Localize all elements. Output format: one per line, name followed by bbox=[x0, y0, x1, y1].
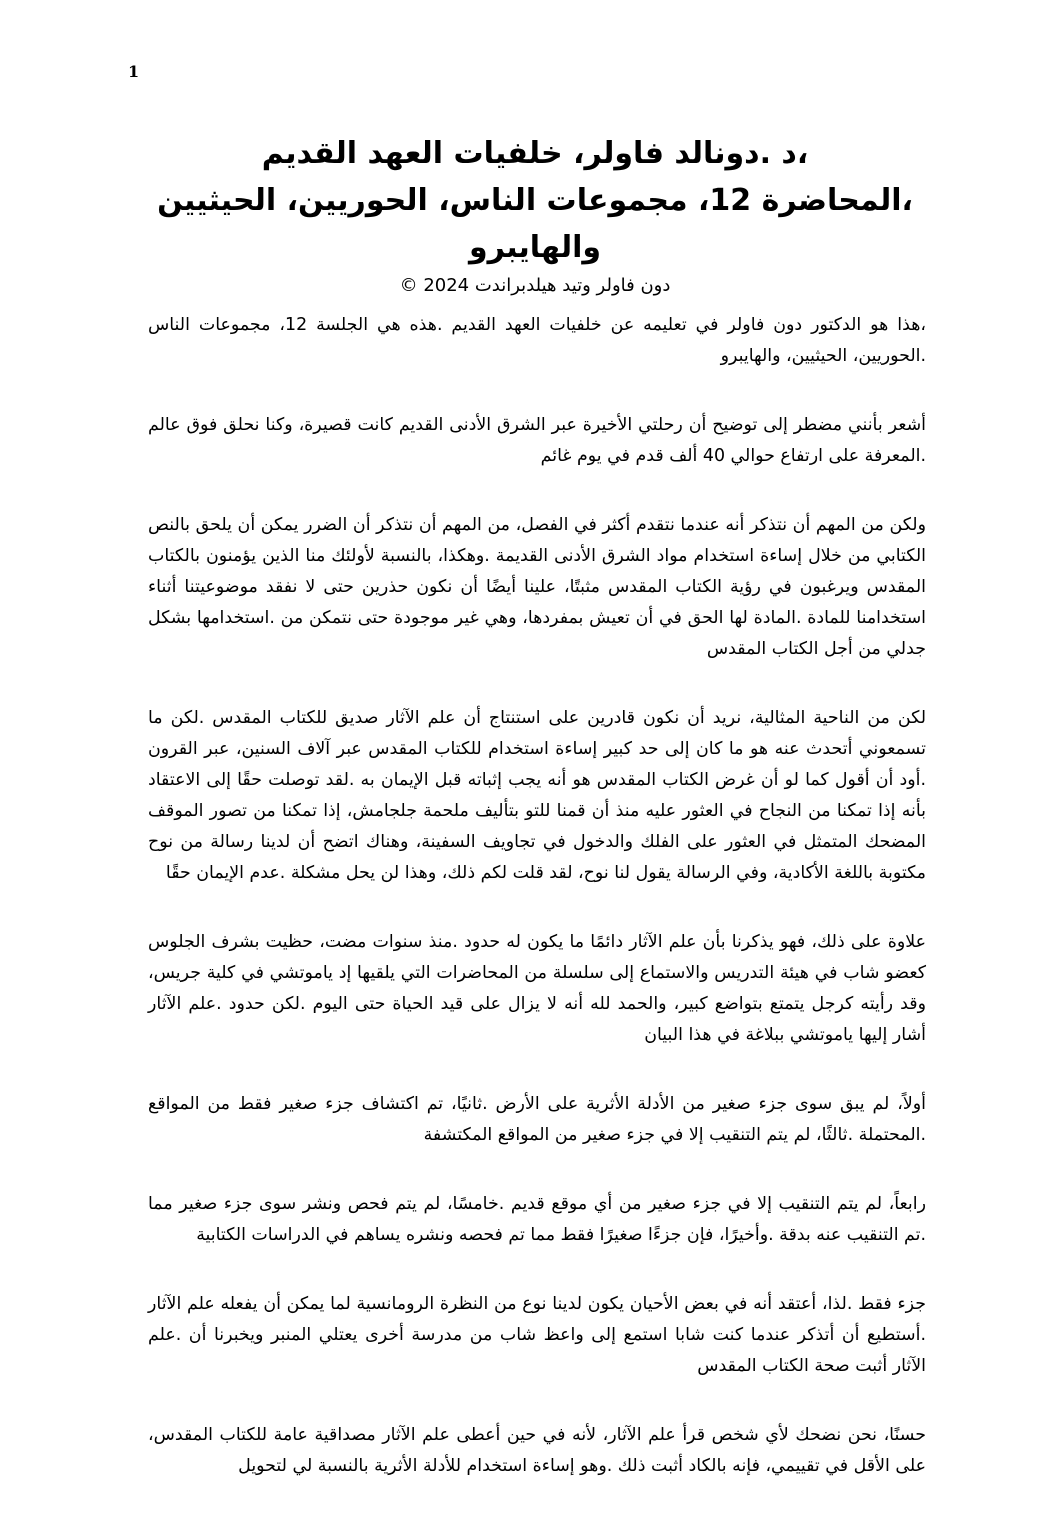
document-body bbox=[148, 310, 926, 1520]
title-line-2: ،المحاضرة 12، مجموعات الناس، الحوريين، الحيثيين bbox=[157, 183, 913, 218]
page-number: 1 bbox=[128, 62, 140, 81]
paragraph-9: حسنًا، نحن نضحك لأي شخص قرأ علم الآثار، لأنه في حين أعطى علم الآثار مصداقية عامة للكتاب المقدس، على الأقل في تقييمي، فإنه بالكاد أثبت ذلك .وهو إساءة استخدام للأدلة الأثرية بالنسبة لي لتحويل bbox=[148, 1425, 926, 1476]
document-header bbox=[140, 130, 930, 301]
paragraph-4: لكن من الناحية المثالية، نريد أن نكون قادرين على استنتاج أن علم الآثار صديق للكتاب المقدس .لكن ما تسمعوني أتحدث عنه هو ما كان إلى حد كبير إساءة استخدام للكتاب المقدس عبر آلاف السنين، عبر القرون .أود أن أقول كما لو أن غرض الكتاب المقدس هو أنه يجب إثباته قبل الإيمان به .لقد توصلت حقًا إلى الاعتقاد بأنه إذا تمكنا من النجاح في العثور عليه منذ أن قمنا للتو بتأليف ملحمة جلجامش، إذا تمكنا من تصور الموقف المضحك المتمثل في العثور على الفلك والدخول في تجاويف السفينة، وهناك اتضح أن لدينا رسالة من نوح مكتوبة باللغة الأكادية، وفي الرسالة يقول لنا نوح، لقد قلت لكم ذلك، وهذا لن يحل مشكلة .عدم الإيمان حقًا bbox=[148, 708, 926, 883]
title-line-1: ،د .دونالد فاولر، خلفيات العهد القديم bbox=[261, 136, 809, 171]
paragraph-3: ولكن من المهم أن نتذكر أنه عندما نتقدم أكثر في الفصل، من المهم أن نتذكر أن الضرر يمكن أن يلحق بالنص الكتابي من خلال إساءة استخدام مواد الشرق الأدنى القديمة .وهكذا، بالنسبة لأولئك منا الذين يؤمنون بالكتاب المقدس ويرغبون في رؤية الكتاب المقدس مثبتًا، علينا أيضًا أن نكون حذرين حتى لا نفقد موضوعيتنا أثناء استخدامنا للمادة .المادة لها الحق في أن تعيش بمفردها، وهي غير موجودة حتى نتمكن من .استخدامها بشكل جدلي من أجل الكتاب المقدس bbox=[148, 515, 926, 659]
paragraph-7: رابعاً، لم يتم التنقيب إلا في جزء صغير من أي موقع قديم .خامسًا، لم يتم فحص ونشر سوى جزء صغير مما .تم التنقيب عنه بدقة .وأخيرًا، فإن جزءًا صغيرًا فقط مما تم فحصه ونشره يساهم في الدراسات الكتابية bbox=[148, 1194, 926, 1245]
paragraph-1: ،هذا هو الدكتور دون فاولر في تعليمه عن خلفيات العهد القديم .هذه هي الجلسة 12، مجموعات الناس .الحوريين، الحيثيين، والهايبرو bbox=[148, 315, 926, 366]
paragraph-2: أشعر بأنني مضطر إلى توضيح أن رحلتي الأخيرة عبر الشرق الأدنى القديم كانت قصيرة، وكنا نحلق فوق عالم .المعرفة على ارتفاع حوالي 40 ألف قدم في يوم غائم bbox=[148, 415, 926, 466]
title-line-3: والهايبرو bbox=[468, 230, 602, 265]
paragraph-6: أولاً، لم يبق سوى جزء صغير من الأدلة الأثرية على الأرض .ثانيًا، تم اكتشاف جزء صغير فقط من المواقع .المحتملة .ثالثًا، لم يتم التنقيب إلا في جزء صغير من المواقع المكتشفة bbox=[148, 1094, 926, 1145]
copyright-notice: دون فاولر وتيد هيلدبراندت 2024 © bbox=[399, 275, 671, 296]
paragraph-8: جزء فقط .لذا، أعتقد أنه في بعض الأحيان يكون لدينا نوع من النظرة الرومانسية لما يمكن أن يفعله علم الآثار .أستطيع أن أتذكر عندما كنت شابا استمع إلى واعظ شاب من مدرسة أخرى يعتلي المنبر ويخبرنا أن .علم الآثار أثبت صحة الكتاب المقدس bbox=[148, 1294, 926, 1376]
paragraph-5: علاوة على ذلك، فهو يذكرنا بأن علم الآثار دائمًا ما يكون له حدود .منذ سنوات مضت، حظيت بشرف الجلوس كعضو شاب في هيئة التدريس والاستماع إلى سلسلة من المحاضرات التي يلقيها إد ياموتشي في كلية جريس، وقد رأيته كرجل يتمتع بتواضع كبير، والحمد لله أنه لا يزال على قيد الحياة حتى اليوم .لكن حدود .علم الآثار أشار إليها ياموتشي ببلاغة في هذا البيان bbox=[148, 932, 926, 1045]
